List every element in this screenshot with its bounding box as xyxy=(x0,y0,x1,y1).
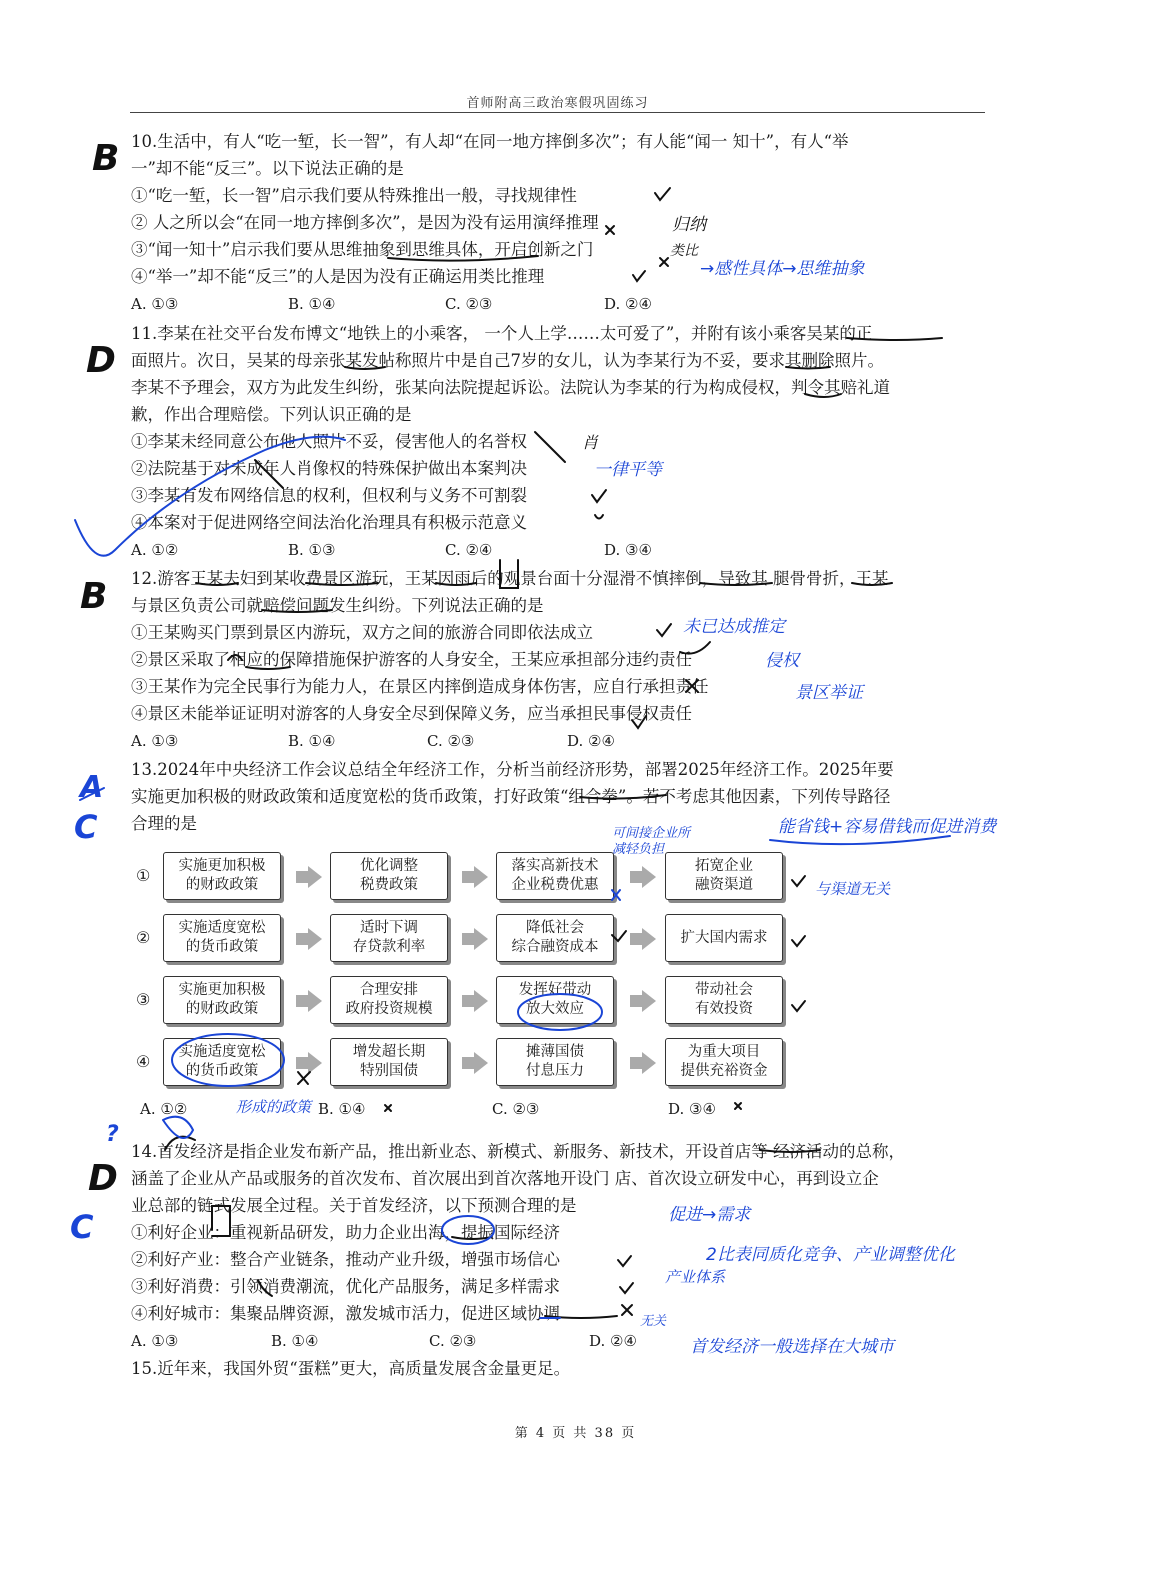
tick-mark-icon xyxy=(618,1256,631,1266)
handwritten-note: 形成的政策 xyxy=(236,1098,312,1116)
page-footer: 第 4 页 共 38 页 xyxy=(514,1426,637,1441)
flow-row-number: ③ xyxy=(136,990,151,1009)
flow-row-number: ④ xyxy=(136,1052,151,1071)
q13-stem-2: 实施更加积极的财政政策和适度宽松的货币政策，打好政策“组合拳”。若不考虑其他因素，下列传导路径 xyxy=(131,787,891,806)
tick-mark-icon xyxy=(655,188,670,200)
handwritten-answer-q10: B xyxy=(92,138,120,179)
q10-option-a[interactable]: A. ①③ xyxy=(131,295,179,313)
q13-flow-diagram xyxy=(136,852,796,1092)
flow-arrow-icon xyxy=(642,990,656,1012)
handwritten-note: 类比 xyxy=(670,243,698,259)
handwritten-note: 能省钱+容易借钱而促进消费 xyxy=(778,817,997,837)
q13-option-a[interactable]: A. ①② xyxy=(140,1100,188,1118)
q14-option-b[interactable]: B. ①④ xyxy=(271,1332,319,1350)
handwritten-note: 景区举证 xyxy=(795,683,863,703)
flow-arrow-icon xyxy=(642,1052,656,1074)
flow-box: 摊薄国债 付息压力 xyxy=(496,1038,614,1086)
q12-statement-4: ④景区未能举证证明对游客的人身安全尽到保障义务，应当承担民事侵权责任 xyxy=(131,704,692,723)
q11-stem-1: 11.李某在社交平台发布博文“地铁上的小乘客， 一个人上学……太可爱了”，并附有该小乘客吴某的正 xyxy=(131,324,873,343)
q13-stem-1: 13.2024年中央经济工作会议总结全年经济工作，分析当前经济形势，部署2025年经济工作。2025年要 xyxy=(131,760,894,779)
cross-mark-icon xyxy=(660,258,668,266)
flow-box: 扩大国内需求 xyxy=(665,914,783,962)
flow-box: 优化调整 税费政策 xyxy=(330,852,448,900)
q11-stem-4: 歉，作出合理赔偿。下列认识正确的是 xyxy=(131,405,412,424)
handwritten-answer-q13-a: A xyxy=(80,770,104,805)
circle-mark xyxy=(163,1117,193,1138)
q12-statement-1: ①王某购买门票到景区内游玩，双方之间的旅游合同即依法成立 xyxy=(131,623,593,642)
cross-mark-icon xyxy=(606,226,614,234)
flow-box: 实施更加积极 的财政政策 xyxy=(163,852,281,900)
handwritten-note: 可间接企业所 减轻负担 xyxy=(612,826,691,857)
flow-box: 合理安排 政府投资规模 xyxy=(330,976,448,1024)
q12-statement-2: ②景区采取了相应的保障措施保护游客的人身安全，王某应承担部分违约责任 xyxy=(131,650,692,669)
flow-arrow-icon xyxy=(308,1052,322,1074)
q14-statement-4: ④利好城市：集聚品牌资源，激发城市活力，促进区域协调 xyxy=(131,1304,560,1323)
tick-mark-icon xyxy=(595,515,603,519)
q14-option-c[interactable]: C. ②③ xyxy=(429,1332,477,1350)
handwritten-note: 与渠道无关 xyxy=(815,880,891,898)
flow-box: 为重大项目 提供充裕资金 xyxy=(665,1038,783,1086)
q11-statement-1: ①李某未经同意公布他人照片不妥，侵害他人的名誉权 xyxy=(131,432,527,451)
q14-statement-1: ①利好企业：重视新品研发，助力企业出海，提振国际经济 xyxy=(131,1223,560,1242)
q14-statement-3: ③利好消费：引领消费潮流，优化产品服务，满足多样需求 xyxy=(131,1277,560,1296)
q12-stem-1: 12.游客王某夫妇到某收费景区游玩，王某因雨后的观景台面十分湿滑不慎摔倒，导致其 腿骨骨折，王某 xyxy=(131,569,889,588)
q15-stem: 15.近年来，我国外贸“蛋糕”更大，高质量发展含金量更足。 xyxy=(131,1359,571,1378)
q11-option-b[interactable]: B. ①③ xyxy=(288,541,336,559)
q12-statement-3: ③王某作为完全民事行为能力人，在景区内摔倒造成身体伤害，应自行承担责任 xyxy=(131,677,709,696)
tick-mark-icon xyxy=(620,1283,633,1293)
q10-stem-2: 一”却不能“反三”。以下说法正确的是 xyxy=(131,159,404,178)
handwritten-answer-q12: B xyxy=(80,576,108,617)
handwritten-note: 2比表同质化竞争、产业调整优化 xyxy=(706,1245,955,1265)
handwritten-note: 首发经济一般选择在大城市 xyxy=(690,1337,894,1357)
tick-mark-icon xyxy=(592,490,606,502)
flow-box: 降低社会 综合融资成本 xyxy=(496,914,614,962)
q10-statement-4: ④“举一”却不能“反三”的人是因为没有正确运用类比推理 xyxy=(131,267,545,286)
flow-arrow-icon xyxy=(308,928,322,950)
q10-option-d[interactable]: D. ②④ xyxy=(604,295,652,313)
flow-row-number: ② xyxy=(136,928,151,947)
handwritten-answer-q14-c: C xyxy=(70,1208,94,1246)
q11-option-c[interactable]: C. ②④ xyxy=(445,541,493,559)
q14-stem-1: 14.首发经济是指企业发布新产品，推出新业态、新模式、新服务、新技术，开设首店等 经济活动的总称， xyxy=(131,1142,905,1161)
flow-box: 实施适度宽松 的货币政策 xyxy=(163,1038,281,1086)
q13-option-c[interactable]: C. ②③ xyxy=(492,1100,540,1118)
strike-mark xyxy=(535,432,565,462)
q12-option-b[interactable]: B. ①④ xyxy=(288,732,336,750)
header-rule xyxy=(130,112,985,113)
handwritten-note: 归纳 xyxy=(672,215,706,235)
tick-mark-icon xyxy=(657,624,671,636)
tick-mark-icon xyxy=(633,271,645,281)
q13-option-d[interactable]: D. ③④ xyxy=(668,1100,716,1118)
q10-statement-3: ③“闻一知十”启示我们要从思维抽象到思维具体，开启创新之门 xyxy=(131,240,594,259)
flow-arrow-icon xyxy=(642,866,656,888)
flow-box: 适时下调 存贷款利率 xyxy=(330,914,448,962)
flow-box: 拓宽企业 融资渠道 xyxy=(665,852,783,900)
handwritten-note: 未已达成推定 xyxy=(683,617,785,637)
q10-option-c[interactable]: C. ②③ xyxy=(445,295,493,313)
flow-box: 增发超长期 特别国债 xyxy=(330,1038,448,1086)
flow-arrow-icon xyxy=(474,1052,488,1074)
q14-statement-2: ②利好产业：整合产业链条，推动产业升级，增强市场信心 xyxy=(131,1250,560,1269)
q14-option-d[interactable]: D. ②④ xyxy=(589,1332,637,1350)
cross-mark-icon xyxy=(385,1105,391,1111)
flow-box: 带动社会 有效投资 xyxy=(665,976,783,1024)
handwritten-answer-q14-d: D xyxy=(88,1158,118,1199)
handwritten-note: 肖 xyxy=(582,433,599,452)
q10-option-b[interactable]: B. ①④ xyxy=(288,295,336,313)
handwritten-note: 产业体系 xyxy=(665,1268,726,1286)
handwritten-note: 一律平等 xyxy=(594,460,662,480)
q11-statement-2: ②法院基于对未成年人肖像权的特殊保护做出本案判决 xyxy=(131,459,527,478)
flow-arrow-icon xyxy=(308,866,322,888)
handwritten-answer-q13-c: C xyxy=(74,808,98,846)
flow-arrow-icon xyxy=(642,928,656,950)
flow-box: 发挥好带动 放大效应 xyxy=(496,976,614,1024)
q14-stem-2: 涵盖了企业从产品或服务的首次发布、首次展出到首次落地开设门 店、首次设立研发中心，再到设立企 xyxy=(131,1169,879,1188)
q11-option-d[interactable]: D. ③④ xyxy=(604,541,652,559)
handwritten-question-mark: ? xyxy=(106,1122,119,1147)
flow-arrow-icon xyxy=(474,928,488,950)
flow-row-2 xyxy=(136,914,796,966)
q10-stem-1: 10.生活中，有人“吃一堑，长一智”，有人却“在同一地方摔倒多次”；有人能“闻一 知十”，有人“举 xyxy=(131,132,849,151)
q11-option-a[interactable]: A. ①② xyxy=(131,541,179,559)
flow-arrow-icon xyxy=(474,990,488,1012)
handwritten-note: 无关 xyxy=(640,1314,667,1329)
handwritten-answer-q11: D xyxy=(86,340,116,381)
flow-arrow-icon xyxy=(308,990,322,1012)
flow-box: 落实高新技术 企业税费优惠 xyxy=(496,852,614,900)
flow-box: 实施适度宽松 的货币政策 xyxy=(163,914,281,962)
handwritten-note: 促进→需求 xyxy=(668,1205,751,1225)
q13-stem-3: 合理的是 xyxy=(131,814,197,833)
flow-arrow-icon xyxy=(474,866,488,888)
q10-statement-2: ② 人之所以会“在同一地方摔倒多次”，是因为没有运用演绎推理 xyxy=(131,213,599,232)
q10-statement-1: ①“吃一堑，长一智”启示我们要从特殊推出一般，寻找规律性 xyxy=(131,186,577,205)
flow-row-3 xyxy=(136,976,796,1028)
q12-option-c[interactable]: C. ②③ xyxy=(427,732,475,750)
q11-stem-3: 李某不予理会，双方为此发生纠纷，张某向法院提起诉讼。法院认为李某的行为构成侵权，判令其赔礼道 xyxy=(131,378,890,397)
q13-option-b[interactable]: B. ①④ xyxy=(318,1100,366,1118)
q11-statement-3: ③李某有发布网络信息的权利，但权利与义务不可割裂 xyxy=(131,486,527,505)
flow-box: 实施更加积极 的财政政策 xyxy=(163,976,281,1024)
page-header: 首师附高三政治寒假巩固练习 xyxy=(466,96,649,111)
q11-stem-2: 面照片。次日，吴某的母亲张某发帖称照片中是自己7岁的女儿，认为李某行为不妥，要求其删除照片。 xyxy=(131,351,884,370)
cross-mark-icon xyxy=(622,1305,632,1315)
flow-row-1 xyxy=(136,852,796,904)
handwritten-note: →感性具体→思维抽象 xyxy=(700,259,865,279)
flow-row-4 xyxy=(136,1038,796,1090)
q11-statement-4: ④本案对于促进网络空间法治化治理具有积极示范意义 xyxy=(131,513,527,532)
q12-stem-2: 与景区负责公司就赔偿问题发生纠纷。下列说法正确的是 xyxy=(131,596,544,615)
q12-option-a[interactable]: A. ①③ xyxy=(131,732,179,750)
q14-option-a[interactable]: A. ①③ xyxy=(131,1332,179,1350)
underline-mark xyxy=(770,836,950,844)
q12-option-d[interactable]: D. ②④ xyxy=(567,732,615,750)
handwritten-note: 侵权 xyxy=(765,651,799,671)
cross-mark-icon xyxy=(735,1103,741,1109)
flow-row-number: ① xyxy=(136,866,151,885)
q14-stem-3: 业总部的链式发展全过程。关于首发经济，以下预测合理的是 xyxy=(131,1196,577,1215)
